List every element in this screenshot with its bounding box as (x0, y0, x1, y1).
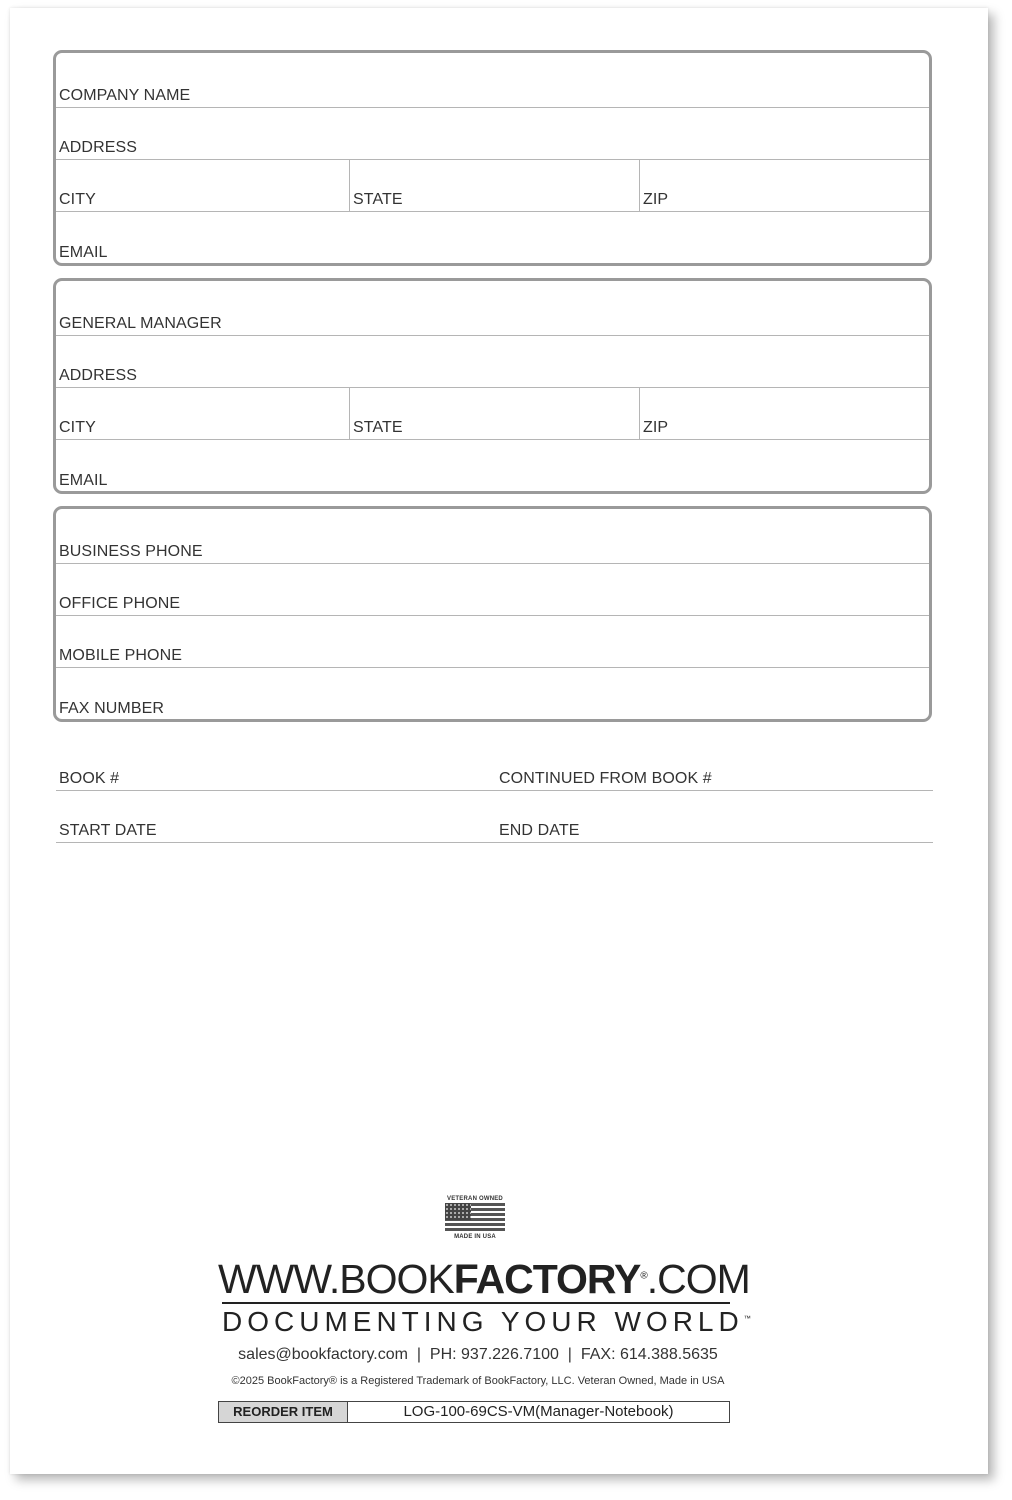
company-info-box (53, 50, 932, 266)
company-address-label: ADDRESS (59, 139, 138, 156)
company-state-label: STATE (353, 191, 403, 208)
us-flag-icon (445, 1203, 505, 1233)
company-address-row[interactable] (56, 108, 929, 160)
tagline-text: DOCUMENTING YOUR WORLD (222, 1306, 744, 1337)
contact-info: sales@bookfactory.com | PH: 937.226.7100 | FAX: 614.388.5635 (238, 1346, 718, 1363)
company-email-row[interactable] (56, 212, 929, 264)
company-state-field[interactable] (349, 160, 640, 211)
manager-city-state-zip-row (56, 388, 929, 440)
site-prefix: WWW.BOOK (218, 1256, 454, 1302)
manager-state-label: STATE (353, 419, 403, 436)
manager-name-label: GENERAL MANAGER (59, 315, 222, 332)
continued-from-label: CONTINUED FROM BOOK # (499, 770, 712, 787)
company-zip-field[interactable] (639, 160, 929, 211)
end-date-field[interactable] (496, 791, 933, 843)
reorder-label: REORDER ITEM (219, 1402, 348, 1422)
site-suffix: .COM (646, 1256, 750, 1302)
fax-number-label: FAX NUMBER (59, 700, 165, 717)
manager-email-row[interactable] (56, 440, 929, 492)
copyright-text: ©2025 BookFactory® is a Registered Trademark of BookFactory, LLC. Veteran Owned, Made in USA (231, 1375, 725, 1387)
fax-number-row[interactable] (56, 668, 929, 720)
phone-info-box (53, 506, 932, 722)
reorder-box (218, 1401, 730, 1423)
company-zip-label: ZIP (643, 191, 669, 208)
company-city-field[interactable] (56, 160, 349, 211)
reorder-item-code: LOG-100-69CS-VM(Manager-Notebook) (403, 1403, 674, 1420)
manager-city-label: CITY (59, 419, 96, 436)
business-phone-label: BUSINESS PHONE (59, 543, 203, 560)
start-date-field[interactable] (56, 791, 497, 843)
badge-top-text: VETERAN OWNED (447, 1196, 503, 1202)
company-email-label: EMAIL (59, 244, 108, 261)
tagline (222, 1306, 751, 1338)
office-phone-row[interactable] (56, 564, 929, 616)
website-url[interactable] (218, 1256, 750, 1303)
manager-info-box (53, 278, 932, 494)
book-number-field[interactable] (56, 739, 497, 791)
company-name-row[interactable] (56, 56, 929, 108)
tagline-tm: ™ (743, 1315, 751, 1323)
manager-email-label: EMAIL (59, 472, 108, 489)
end-date-label: END DATE (499, 822, 580, 839)
form-page (10, 8, 988, 1474)
site-bold: FACTORY (453, 1256, 641, 1302)
manager-zip-field[interactable] (639, 388, 929, 439)
start-date-label: START DATE (59, 822, 157, 839)
manager-address-label: ADDRESS (59, 367, 138, 384)
manager-city-field[interactable] (56, 388, 349, 439)
office-phone-label: OFFICE PHONE (59, 595, 181, 612)
manager-address-row[interactable] (56, 336, 929, 388)
manager-zip-label: ZIP (643, 419, 669, 436)
company-name-label: COMPANY NAME (59, 87, 191, 104)
badge-bottom-text: MADE IN USA (454, 1234, 496, 1240)
site-registered-mark: ® (640, 1270, 647, 1282)
footer-rule (222, 1302, 730, 1304)
mobile-phone-label: MOBILE PHONE (59, 647, 183, 664)
company-city-state-zip-row (56, 160, 929, 212)
veteran-owned-flag-badge (444, 1196, 506, 1240)
book-number-label: BOOK # (59, 770, 120, 787)
mobile-phone-row[interactable] (56, 616, 929, 668)
business-phone-row[interactable] (56, 512, 929, 564)
company-city-label: CITY (59, 191, 96, 208)
continued-from-field[interactable] (496, 739, 933, 791)
manager-name-row[interactable] (56, 284, 929, 336)
manager-state-field[interactable] (349, 388, 640, 439)
